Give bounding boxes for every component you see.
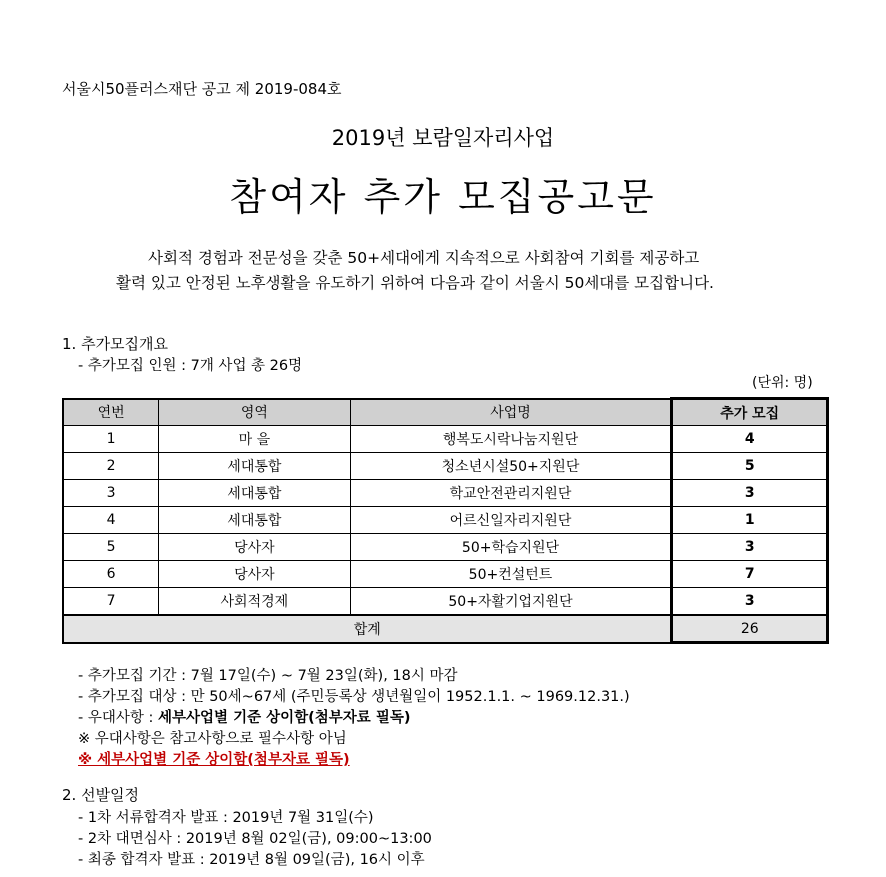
row-no: 4 — [63, 507, 159, 534]
recruit-summary: - 추가모집 인원 : 7개 사업 총 26명 — [78, 358, 303, 374]
unit-label: (단위: 명) — [752, 375, 813, 391]
row-project: 어르신일자리지원단 — [350, 507, 672, 534]
row-no: 7 — [63, 588, 159, 616]
total-label: 합계 — [63, 615, 672, 643]
header-project: 사업명 — [350, 399, 672, 426]
note-important: ※ 세부사업별 기준 상이함(첨부자료 필독) — [78, 752, 350, 768]
row-no: 2 — [63, 453, 159, 480]
row-area: 당사자 — [159, 561, 350, 588]
row-count: 3 — [672, 480, 828, 507]
row-area: 사회적경제 — [159, 588, 350, 616]
row-count: 1 — [672, 507, 828, 534]
schedule-item: - 최종 합격자 발표 : 2019년 8월 09일(금), 16시 이후 — [78, 852, 425, 868]
intro-line-1: 사회적 경험과 전문성을 갖춘 50+세대에게 지속적으로 사회참여 기회를 제공하고 — [148, 249, 700, 267]
header-no: 연번 — [63, 399, 159, 426]
recruit-target: - 추가모집 대상 : 만 50세~67세 (주민등록상 생년월일이 1952.1.1. ~ 1969.12.31.) — [78, 689, 630, 705]
row-count: 7 — [672, 561, 828, 588]
section1-heading: 1. 추가모집개요 — [62, 335, 169, 353]
preference-label: - 우대사항 : — [78, 710, 158, 726]
table-row — [63, 507, 828, 534]
row-project: 50+컨설턴트 — [350, 561, 672, 588]
table-row — [63, 453, 828, 480]
row-project: 행복도시락나눔지원단 — [350, 426, 672, 453]
header-count: 추가 모집 — [672, 399, 828, 426]
table-row — [63, 561, 828, 588]
document-subtitle: 2019년 보람일자리사업 — [331, 126, 555, 150]
table-row — [63, 588, 828, 616]
intro-line-2: 활력 있고 안정된 노후생활을 유도하기 위하여 다음과 같이 서울시 50세대를 모집합니다. — [116, 274, 714, 292]
row-count: 4 — [672, 426, 828, 453]
row-no: 5 — [63, 534, 159, 561]
recruit-period: - 추가모집 기간 : 7월 17일(수) ~ 7월 23일(화), 18시 마감 — [78, 668, 458, 684]
row-count: 3 — [672, 534, 828, 561]
table-row — [63, 426, 828, 453]
row-area: 마 을 — [159, 426, 350, 453]
preference — [78, 706, 411, 727]
row-count: 5 — [672, 453, 828, 480]
row-area: 세대통합 — [159, 480, 350, 507]
row-count: 3 — [672, 588, 828, 616]
table-row — [63, 480, 828, 507]
row-no: 6 — [63, 561, 159, 588]
recruit-table — [62, 397, 829, 644]
row-no: 3 — [63, 480, 159, 507]
row-project: 청소년시설50+지원단 — [350, 453, 672, 480]
notice-number: 서울시50플러스재단 공고 제 2019-084호 — [62, 80, 342, 98]
row-area: 당사자 — [159, 534, 350, 561]
row-area: 세대통합 — [159, 453, 350, 480]
header-area: 영역 — [159, 399, 350, 426]
preference-value: 세부사업별 기준 상이함(첨부자료 필독) — [157, 710, 411, 726]
table-row — [63, 534, 828, 561]
row-area: 세대통합 — [159, 507, 350, 534]
note-optional: ※ 우대사항은 참고사항으로 필수사항 아님 — [78, 731, 347, 747]
row-project: 50+자활기업지원단 — [350, 588, 672, 616]
row-no: 1 — [63, 426, 159, 453]
schedule-item: - 2차 대면심사 : 2019년 8월 02일(금), 09:00~13:00 — [78, 831, 432, 847]
total-value: 26 — [672, 615, 828, 643]
table-total-row — [63, 615, 828, 643]
document-title: 참여자 추가 모집공고문 — [229, 175, 657, 219]
row-project: 학교안전관리지원단 — [350, 480, 672, 507]
section2-heading: 2. 선발일정 — [62, 786, 140, 804]
table-header-row — [63, 399, 828, 426]
row-project: 50+학습지원단 — [350, 534, 672, 561]
schedule-item: - 1차 서류합격자 발표 : 2019년 7월 31일(수) — [78, 810, 374, 826]
